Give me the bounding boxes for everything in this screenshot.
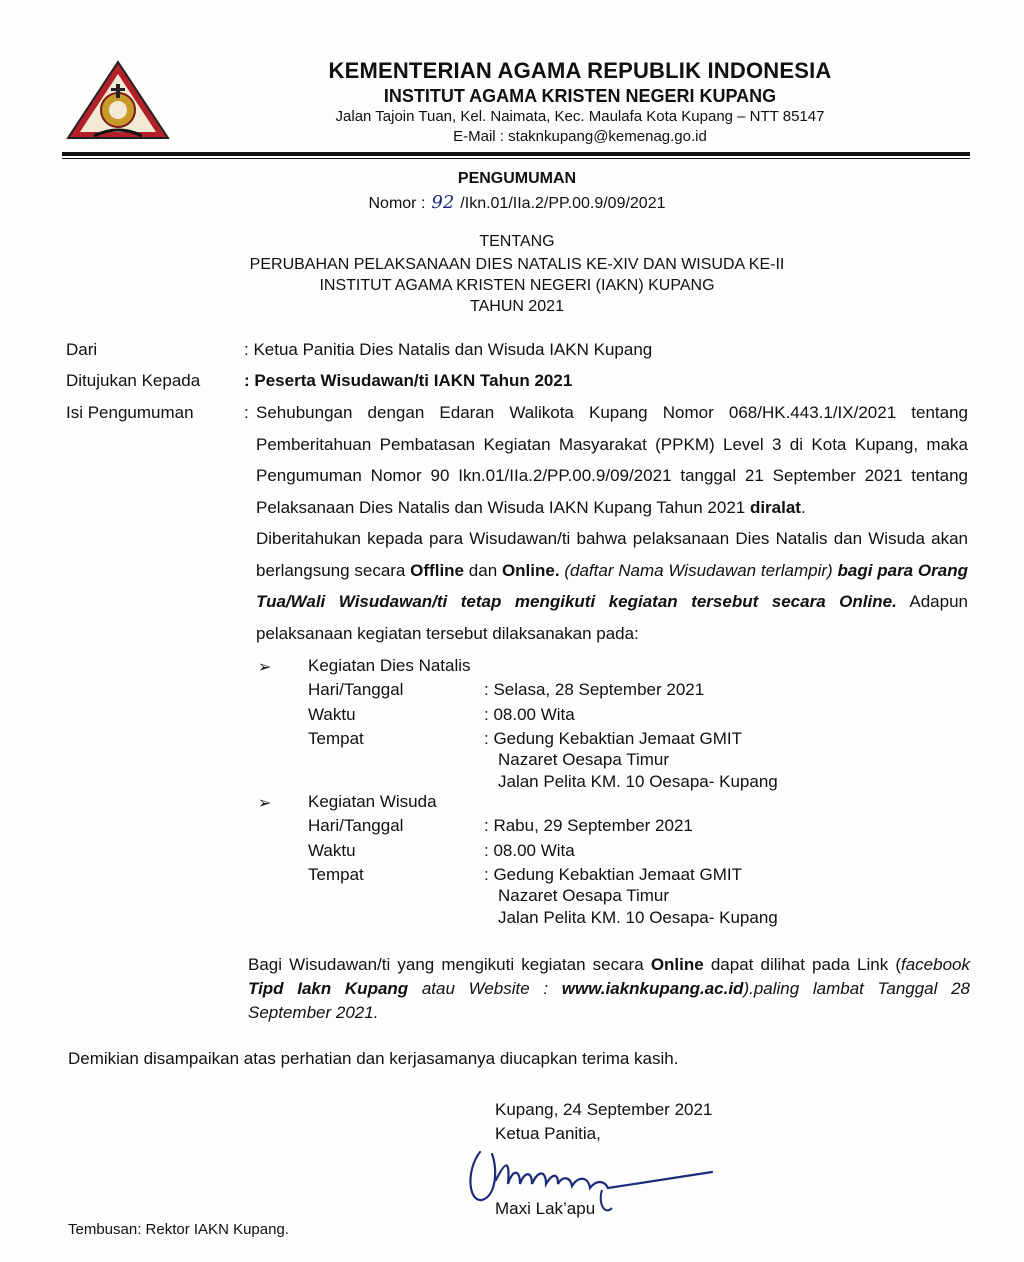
header-institute: INSTITUT AGAMA KRISTEN NEGERI KUPANG [383, 86, 777, 106]
event-1-title: Kegiatan Dies Natalis [308, 656, 471, 675]
event-1-bullet: ➢ [258, 659, 272, 676]
body-paragraph-2 [256, 523, 968, 649]
p2-online: Online. [501, 560, 560, 580]
signatory-role: Ketua Panitia, [495, 1124, 601, 1143]
header-address: Jalan Tajoin Tuan, Kel. Naimata, Kec. Maulafa Kota Kupang – NTT 85147 [335, 108, 825, 125]
event-1-waktu-value: : 08.00 Wita [484, 705, 575, 724]
note-facebook: facebook [900, 955, 970, 974]
event-1-hari-value: : Selasa, 28 September 2021 [484, 680, 705, 699]
event-1-waktu-label: Waktu [308, 705, 356, 724]
isi-label: Isi Pengumuman [66, 403, 194, 422]
event-1-tempat-1: : Gedung Kebaktian Jemaat GMIT [484, 729, 742, 748]
note-tipd: Tipd Iakn Kupang [248, 979, 409, 998]
note-online: Online [650, 955, 704, 974]
isi-colon: : [244, 403, 249, 422]
event-2-tempat-3: Jalan Pelita KM. 10 Oesapa- Kupang [498, 908, 778, 927]
note-text-a: Bagi Wisudawan/ti yang mengikuti kegiatan secara [248, 955, 651, 974]
tentang-label: TENTANG [479, 233, 555, 250]
event-2-bullet: ➢ [258, 795, 272, 812]
event-2-tempat-2: Nazaret Oesapa Timur [498, 886, 670, 905]
p1-diralat: diralat [749, 497, 801, 517]
announcement-heading: PENGUMUMAN [457, 170, 577, 187]
event-1-tempat-3: Jalan Pelita KM. 10 Oesapa- Kupang [498, 772, 778, 791]
note-website: www.iaknkupang.ac.id [561, 979, 744, 998]
event-1-tempat-label: Tempat [308, 729, 364, 748]
dari-value: : Ketua Panitia Dies Natalis dan Wisuda IAKN Kupang [244, 340, 653, 359]
note-atau: atau Website : [408, 979, 562, 998]
event-2-tempat-1: : Gedung Kebaktian Jemaat GMIT [484, 865, 742, 884]
p1-text: Sehubungan dengan Edaran Walikota Kupang Nomor 068/HK.443.1/IX/2021 tentang Pemberitahuan Pembatasan Kegiatan Masyarakat (PPKM) Level 3 di Kota Kupang, maka Pengumuman Nomor 90 Ikn.01/IIa.2/PP.00.9/09/2021 tanggal 21 September 2021 tentang Pelaksanaan Dies Natalis dan Wisuda IAKN Kupang Tahun 2021 [256, 403, 968, 517]
closing-text: Demikian disampaikan atas perhatian dan kerjasamanya diucapkan terima kasih. [68, 1049, 679, 1068]
event-2-hari-label: Hari/Tanggal [308, 816, 404, 835]
online-note [248, 953, 970, 1025]
p1-period: . [800, 497, 806, 517]
note-end: ).paling lambat Tanggal 28 September 2021. [248, 979, 970, 1022]
header-ministry: KEMENTERIAN AGAMA REPUBLIK INDONESIA [328, 58, 832, 83]
event-2-waktu-label: Waktu [308, 841, 356, 860]
note-text-b: dapat dilihat pada Link ( [703, 955, 901, 974]
event-2-waktu-value: : 08.00 Wita [484, 841, 575, 860]
announcement-body [256, 397, 968, 649]
iakn-logo [64, 58, 172, 144]
nomor-suffix: /Ikn.01/IIa.2/PP.00.9/09/2021 [460, 195, 666, 212]
subject-line-2: INSTITUT AGAMA KRISTEN NEGERI (IAKN) KUPANG [319, 277, 715, 294]
event-2-title: Kegiatan Wisuda [308, 792, 437, 811]
p2-dan: dan [464, 560, 502, 580]
event-2-tempat-label: Tempat [308, 865, 364, 884]
place-date: Kupang, 24 September 2021 [495, 1100, 713, 1119]
signatory-name: Maxi Lak’apu [495, 1199, 596, 1218]
subject-line-1: PERUBAHAN PELAKSANAAN DIES NATALIS KE-XIV DAN WISUDA KE-II [249, 256, 785, 273]
p2-bagi: bagi para Orang Tua/Wali Wisudawan/ti tetap mengikuti kegiatan tersebut secara Online. [256, 560, 968, 611]
header-email: E-Mail : staknkupang@kemenag.go.id [453, 128, 707, 145]
event-1-tempat-2: Nazaret Oesapa Timur [498, 750, 670, 769]
p2-end: Adapun pelaksanaan kegiatan tersebut dilaksanakan pada: [256, 592, 968, 643]
kepada-value: : Peserta Wisudawan/ti IAKN Tahun 2021 [244, 371, 573, 390]
nomor-handwritten: 92 [431, 192, 455, 213]
event-1-hari-label: Hari/Tanggal [308, 680, 404, 699]
tembusan: Tembusan: Rektor IAKN Kupang. [68, 1221, 289, 1238]
p2-offline: Offline [410, 560, 465, 580]
body-paragraph-1 [256, 397, 968, 523]
dari-label: Dari [66, 340, 98, 359]
p2-text: Diberitahukan kepada para Wisudawan/ti bahwa pelaksanaan Dies Natalis dan Wisuda akan berlangsung secara [256, 529, 968, 580]
nomor-label: Nomor : [368, 195, 426, 212]
kepada-label: Ditujukan Kepada [66, 371, 201, 390]
announcement-number [0, 192, 1024, 213]
event-2-hari-value: : Rabu, 29 September 2021 [484, 816, 693, 835]
header-rule-thin [62, 158, 970, 159]
subject-line-3: TAHUN 2021 [470, 298, 564, 315]
header-rule-thick [62, 152, 970, 156]
p2-paren: (daftar Nama Wisudawan terlampir) [559, 560, 838, 580]
